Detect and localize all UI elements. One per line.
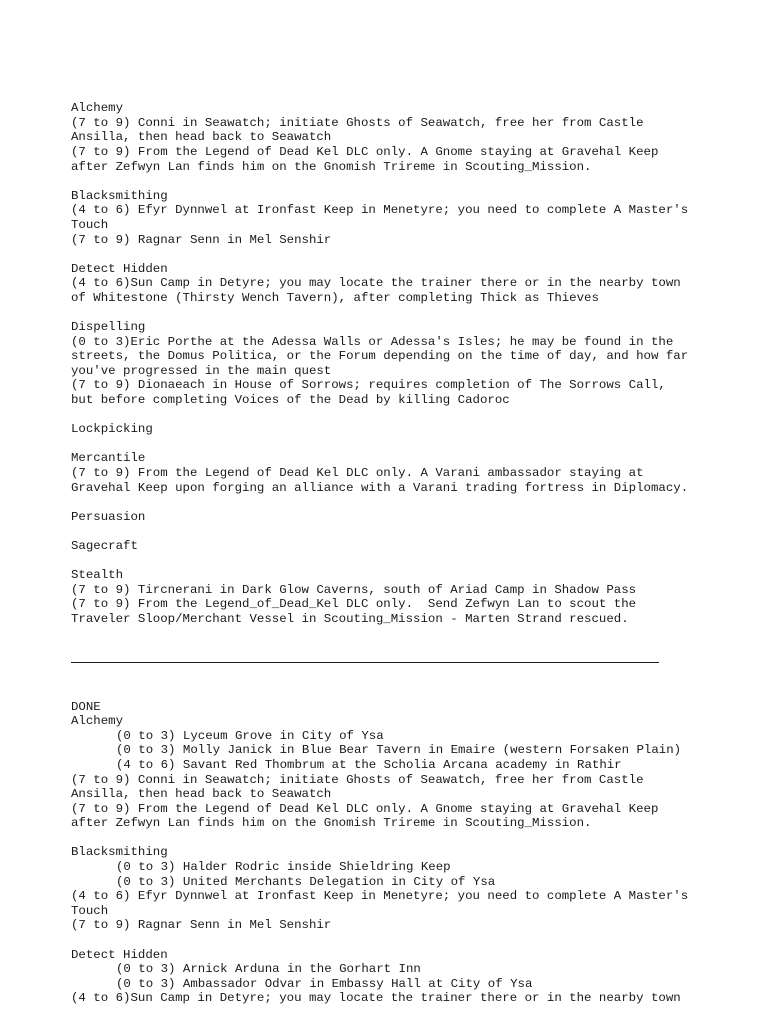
text-line: (7 to 9) Ragnar Senn in Mel Senshir: [71, 232, 332, 247]
text-line: but before completing Voices of the Dead by killing Cadoroc: [71, 393, 510, 408]
text-line: (0 to 3) United Merchants Delegation in City of Ysa: [116, 874, 496, 889]
text-line: Traveler Sloop/Merchant Vessel in Scouting_Mission - Marten Strand rescued.: [71, 611, 629, 626]
text-line: streets, the Domus Politica, or the Forum depending on the time of day, and how far: [71, 349, 689, 364]
text-line: (7 to 9) Ragnar Senn in Mel Senshir: [71, 918, 332, 933]
text-line: Dispelling: [71, 320, 146, 335]
blank-line: [71, 437, 761, 452]
text-line: Alchemy: [71, 101, 124, 116]
text-line: (7 to 9) Tircnerani in Dark Glow Caverns, south of Ariad Camp in Shadow Pass: [71, 582, 637, 597]
text-line: (0 to 3)Eric Porthe at the Adessa Walls or Adessa's Isles; he may be found in the: [71, 334, 674, 349]
blank-line: [71, 408, 761, 423]
text-line: Ansilla, then head back to Seawatch: [71, 787, 332, 802]
blank-line: [71, 554, 761, 569]
text-line: (4 to 6) Efyr Dynnwel at Ironfast Keep in Menetyre; you need to complete A Master's: [71, 889, 689, 904]
blank-line: [71, 306, 761, 321]
blank-line: [71, 247, 761, 262]
text-line: Mercantile: [71, 451, 146, 466]
text-line: (7 to 9) Conni in Seawatch; initiate Ghosts of Seawatch, free her from Castle: [71, 115, 644, 130]
text-line: Alchemy: [71, 714, 124, 729]
text-line: (4 to 6)Sun Camp in Detyre; you may locate the trainer there or in the nearby town: [71, 276, 681, 291]
text-line: Detect Hidden: [71, 947, 168, 962]
text-line: (4 to 6)Sun Camp in Detyre; you may locate the trainer there or in the nearby town: [71, 991, 681, 1006]
text-line: DONE: [71, 699, 101, 714]
text-line: Stealth: [71, 568, 124, 583]
section-divider: [71, 662, 659, 663]
text-line: Detect Hidden: [71, 261, 168, 276]
text-line: (7 to 9) Conni in Seawatch; initiate Ghosts of Seawatch, free her from Castle: [71, 772, 644, 787]
blank-line: [71, 174, 761, 189]
text-line: (4 to 6) Savant Red Thombrum at the Scholia Arcana academy in Rathir: [116, 757, 622, 772]
blank-line: [71, 933, 761, 948]
text-line: (7 to 9) Dionaeach in House of Sorrows; requires completion of The Sorrows Call,: [71, 378, 666, 393]
text-line: (7 to 9) From the Legend of Dead Kel DLC only. A Varani ambassador staying at: [71, 466, 644, 481]
text-line: (7 to 9) From the Legend of Dead Kel DLC only. A Gnome staying at Gravehal Keep: [71, 144, 659, 159]
text-line: Touch: [71, 903, 109, 918]
document-page: [71, 72, 761, 1021]
text-line: you've progressed in the main quest: [71, 363, 332, 378]
text-line: after Zefwyn Lan finds him on the Gnomish Trireme in Scouting_Mission.: [71, 816, 592, 831]
text-line: (7 to 9) From the Legend_of_Dead_Kel DLC only. Send Zefwyn Lan to scout the: [71, 597, 637, 612]
text-line: (0 to 3) Molly Janick in Blue Bear Tavern in Emaire (western Forsaken Plain): [116, 743, 682, 758]
text-line: (0 to 3) Halder Rodric inside Shieldring Keep: [116, 860, 451, 875]
text-line: (7 to 9) From the Legend of Dead Kel DLC only. A Gnome staying at Gravehal Keep: [71, 801, 659, 816]
text-line: (4 to 6) Efyr Dynnwel at Ironfast Keep in Menetyre; you need to complete A Master's: [71, 203, 689, 218]
text-line: Gravehal Keep upon forging an alliance with a Varani trading fortress in Diplomacy.: [71, 480, 689, 495]
text-line: Blacksmithing: [71, 188, 168, 203]
text-line: Blacksmithing: [71, 845, 168, 860]
blank-line: [71, 524, 761, 539]
blank-line: [71, 495, 761, 510]
text-line: after Zefwyn Lan finds him on the Gnomish Trireme in Scouting_Mission.: [71, 159, 592, 174]
done-list-section: [71, 700, 761, 1006]
text-line: Lockpicking: [71, 422, 153, 437]
text-line: (0 to 3) Ambassador Odvar in Embassy Hall at City of Ysa: [116, 976, 533, 991]
text-line: Sagecraft: [71, 539, 138, 553]
text-line: Persuasion: [71, 509, 146, 524]
text-line: Ansilla, then head back to Seawatch: [71, 130, 332, 145]
blank-line: [71, 831, 761, 846]
text-line: of Whitestone (Thirsty Wench Tavern), after completing Thick as Thieves: [71, 290, 599, 305]
text-line: Touch: [71, 217, 109, 232]
text-line: (0 to 3) Arnick Arduna in the Gorhart Inn: [116, 962, 421, 977]
trainer-list-section: [71, 101, 761, 626]
text-line: (0 to 3) Lyceum Grove in City of Ysa: [116, 728, 384, 743]
